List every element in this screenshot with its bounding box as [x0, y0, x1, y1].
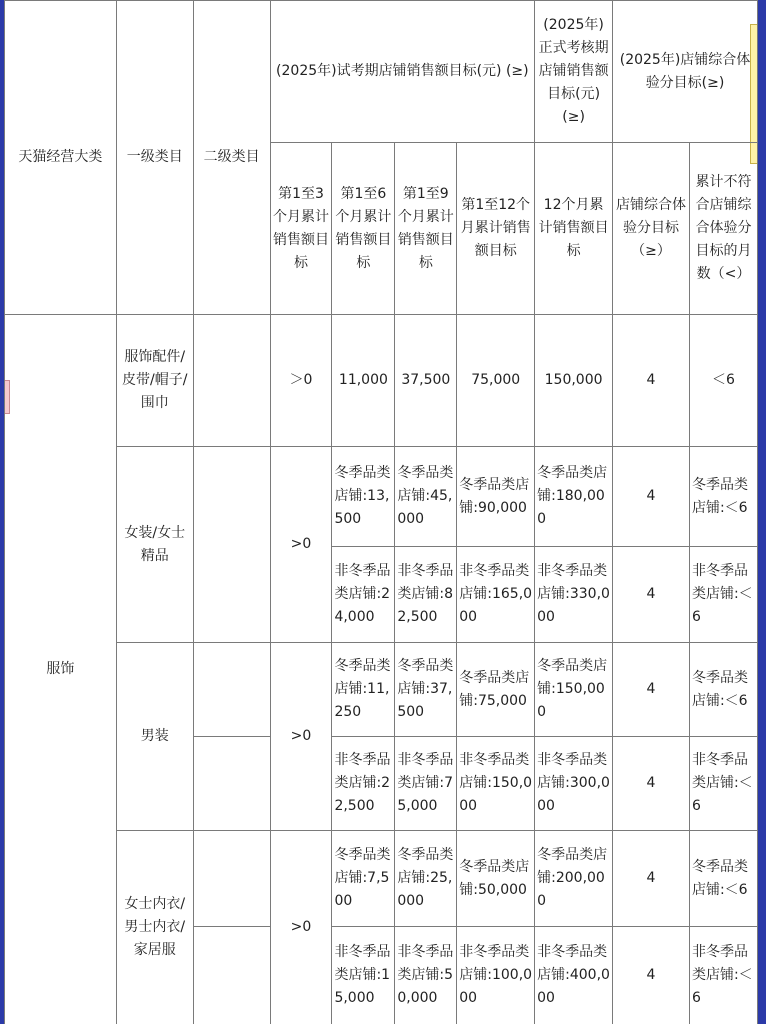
cell-m9[interactable]: 冬季品类店铺:45,000	[395, 447, 457, 547]
cell-formal[interactable]: 冬季品类店铺:150,000	[535, 643, 613, 737]
cell-m9[interactable]: 非冬季品类店铺:75,000	[395, 737, 457, 831]
header-m3[interactable]: 第1至3个月累计销售额目标	[270, 143, 332, 315]
cell-months[interactable]: 非冬季品类店铺:＜6	[689, 927, 757, 1024]
cell-months[interactable]: 冬季品类店铺:＜6	[689, 831, 757, 927]
cell-m12[interactable]: 冬季品类店铺:90,000	[457, 447, 535, 547]
level1-cell[interactable]: 女士内衣/男士内衣/家居服	[116, 831, 193, 1024]
header-level1[interactable]: 一级类目	[116, 1, 193, 315]
header-level2[interactable]: 二级类目	[193, 1, 270, 315]
cell-m6[interactable]: 11,000	[332, 315, 395, 447]
cell-m3[interactable]: >0	[270, 447, 332, 643]
cell-formal[interactable]: 冬季品类店铺:200,000	[535, 831, 613, 927]
cell-months[interactable]: 非冬季品类店铺:＜6	[689, 547, 757, 643]
cell-score[interactable]: 4	[613, 315, 690, 447]
cell-months[interactable]: 非冬季品类店铺:＜6	[689, 737, 757, 831]
cell-m12[interactable]: 冬季品类店铺:75,000	[457, 643, 535, 737]
cell-m6[interactable]: 冬季品类店铺:11,250	[332, 643, 395, 737]
cell-score[interactable]: 4	[613, 737, 690, 831]
header-m12[interactable]: 第1至12个月累计销售额目标	[457, 143, 535, 315]
header-formal12[interactable]: 12个月累计销售额目标	[535, 143, 613, 315]
cell-months[interactable]: ＜6	[689, 315, 757, 447]
cell-m12[interactable]: 非冬季品类店铺:100,000	[457, 927, 535, 1024]
cell-formal[interactable]: 非冬季品类店铺:300,000	[535, 737, 613, 831]
cell-formal[interactable]: 冬季品类店铺:180,000	[535, 447, 613, 547]
cell-m6[interactable]: 非冬季品类店铺:24,000	[332, 547, 395, 643]
level2-cell[interactable]	[193, 447, 270, 643]
level2-cell[interactable]	[193, 927, 270, 1024]
header-m6[interactable]: 第1至6个月累计销售额目标	[332, 143, 395, 315]
header-trial-group[interactable]: (2025年)试考期店铺销售额目标(元) (≥)	[270, 1, 535, 143]
cell-score[interactable]: 4	[613, 927, 690, 1024]
cell-score[interactable]: 4	[613, 643, 690, 737]
level2-cell[interactable]	[193, 315, 270, 447]
cell-m6[interactable]: 冬季品类店铺:13,500	[332, 447, 395, 547]
cell-m9[interactable]: 冬季品类店铺:37,500	[395, 643, 457, 737]
cell-formal[interactable]: 非冬季品类店铺:330,000	[535, 547, 613, 643]
level2-cell[interactable]	[193, 737, 270, 831]
cell-formal[interactable]: 150,000	[535, 315, 613, 447]
cell-score[interactable]: 4	[613, 547, 690, 643]
cell-m9[interactable]: 非冬季品类店铺:50,000	[395, 927, 457, 1024]
level1-cell[interactable]: 男装	[116, 643, 193, 831]
cell-m3[interactable]: >0	[270, 643, 332, 831]
header-category[interactable]: 天猫经营大类	[5, 1, 117, 315]
header-experience-group[interactable]: (2025年)店铺综合体验分目标(≥)	[613, 1, 758, 143]
header-formal-group[interactable]: (2025年)正式考核期店铺销售额目标(元)(≥)	[535, 1, 613, 143]
cell-m9[interactable]: 冬季品类店铺:25,000	[395, 831, 457, 927]
header-exp-months[interactable]: 累计不符合店铺综合体验分目标的月数（<）	[689, 143, 757, 315]
level1-cell[interactable]: 服饰配件/皮带/帽子/围巾	[116, 315, 193, 447]
cell-m9[interactable]: 非冬季品类店铺:82,500	[395, 547, 457, 643]
cell-score[interactable]: 4	[613, 831, 690, 927]
cell-m9[interactable]: 37,500	[395, 315, 457, 447]
cell-score[interactable]: 4	[613, 447, 690, 547]
cell-m12[interactable]: 非冬季品类店铺:165,000	[457, 547, 535, 643]
cell-m12[interactable]: 非冬季品类店铺:150,000	[457, 737, 535, 831]
cell-months[interactable]: 冬季品类店铺:＜6	[689, 643, 757, 737]
cell-m3[interactable]: >0	[270, 831, 332, 1024]
cell-formal[interactable]: 非冬季品类店铺:400,000	[535, 927, 613, 1024]
header-m9[interactable]: 第1至9个月累计销售额目标	[395, 143, 457, 315]
cell-m6[interactable]: 非冬季品类店铺:15,000	[332, 927, 395, 1024]
level2-cell[interactable]	[193, 643, 270, 737]
category-cell[interactable]: 服饰	[5, 315, 117, 1024]
cell-m3[interactable]: ＞0	[270, 315, 332, 447]
cell-m6[interactable]: 冬季品类店铺:7,500	[332, 831, 395, 927]
level1-cell[interactable]: 女装/女士精品	[116, 447, 193, 643]
cell-months[interactable]: 冬季品类店铺:＜6	[689, 447, 757, 547]
spreadsheet-view	[4, 0, 758, 1024]
cell-m12[interactable]: 75,000	[457, 315, 535, 447]
target-table	[4, 0, 758, 1024]
level2-cell[interactable]	[193, 831, 270, 927]
cell-m6[interactable]: 非冬季品类店铺:22,500	[332, 737, 395, 831]
cell-m12[interactable]: 冬季品类店铺:50,000	[457, 831, 535, 927]
header-exp-score[interactable]: 店铺综合体验分目标（≥）	[613, 143, 690, 315]
